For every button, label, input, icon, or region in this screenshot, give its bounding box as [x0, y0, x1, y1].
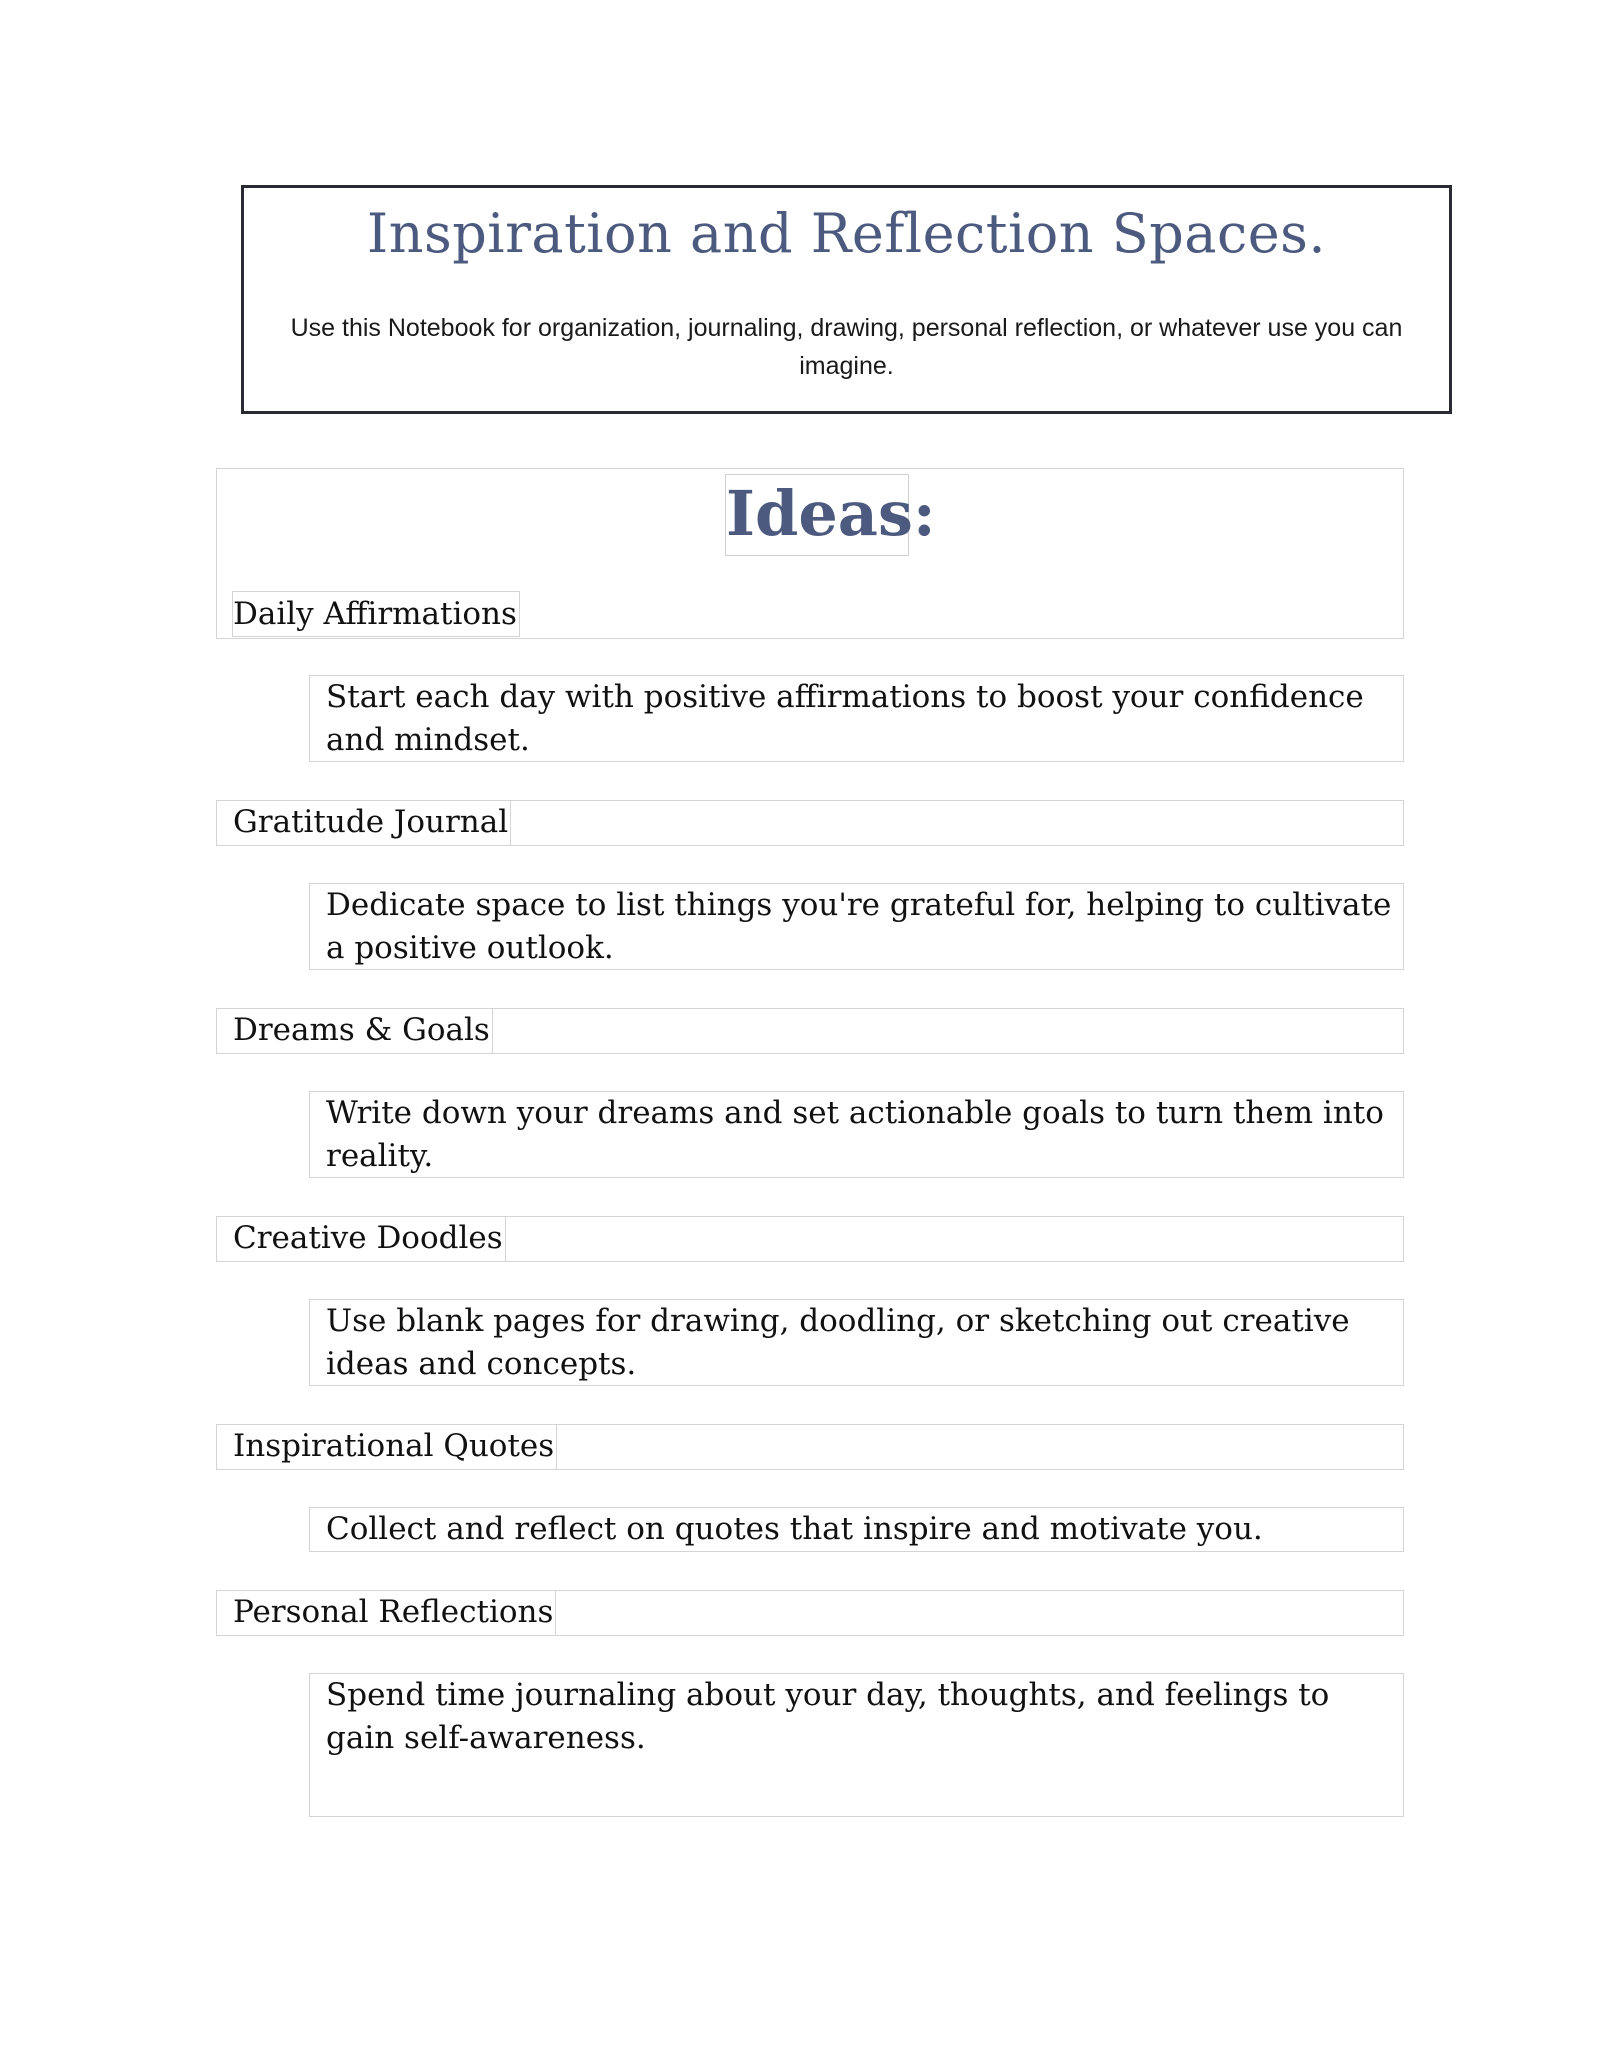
- section-label-text: Personal Reflections: [233, 1590, 556, 1636]
- title-box: [241, 185, 1452, 414]
- ideas-heading: Ideas:: [725, 474, 909, 556]
- section-label-text: Daily Affirmations: [232, 591, 520, 637]
- section-label-text: Creative Doodles: [233, 1216, 506, 1262]
- page-subtitle: Use this Notebook for organization, journaling, drawing, personal reflection, or whatever use you can imagine.: [290, 313, 1403, 380]
- section-description-text: Dedicate space to list things you're grateful for, helping to cultivate a positive outlook.: [326, 887, 1392, 966]
- section-description-creative-doodles: [309, 1299, 1404, 1386]
- section-description-text: Collect and reflect on quotes that inspire and motivate you.: [326, 1511, 1263, 1547]
- page-title: Inspiration and Reflection Spaces.: [366, 202, 1327, 265]
- section-label-creative-doodles: [216, 1216, 1404, 1262]
- section-description-dreams-goals: [309, 1091, 1404, 1178]
- section-label-inspirational-quotes: [216, 1424, 1404, 1470]
- section-label-text: Inspirational Quotes: [233, 1424, 557, 1470]
- section-description-text: Start each day with positive affirmations to boost your confidence and mindset.: [326, 679, 1364, 758]
- section-label-gratitude-journal: [216, 800, 1404, 846]
- section-label-text: Gratitude Journal: [233, 800, 511, 846]
- section-description-gratitude-journal: [309, 883, 1404, 970]
- section-description-text: Use blank pages for drawing, doodling, or sketching out creative ideas and concepts.: [326, 1303, 1350, 1382]
- section-label-dreams-goals: [216, 1008, 1404, 1054]
- section-description-inspirational-quotes: [309, 1507, 1404, 1552]
- section-description-text: Write down your dreams and set actionable goals to turn them into reality.: [326, 1095, 1384, 1174]
- section-description-personal-reflections: [309, 1673, 1404, 1817]
- section-description-daily-affirmations: [309, 675, 1404, 762]
- section-label-personal-reflections: [216, 1590, 1404, 1636]
- section-label-daily-affirmations: [216, 592, 1404, 638]
- section-label-text: Dreams & Goals: [233, 1008, 493, 1054]
- section-description-text: Spend time journaling about your day, thoughts, and feelings to gain self-awareness.: [326, 1677, 1330, 1756]
